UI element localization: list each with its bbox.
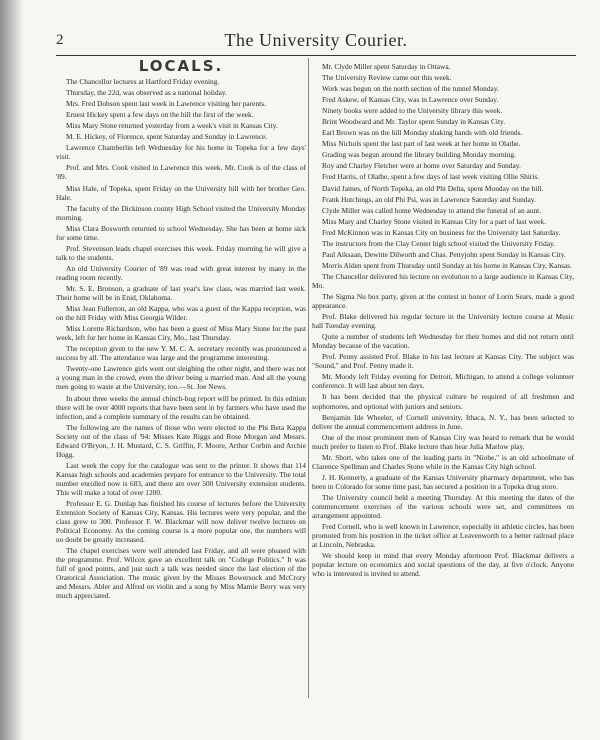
- right-column-paragraphs: [312, 62, 574, 578]
- news-item: Mr. S. E. Bronson, a graduate of last year's law class, was married last week. Their home will be in Enid, Oklahoma.: [56, 283, 306, 303]
- news-item: The instructors from the Clay Center high school visited the University Friday.: [322, 238, 556, 248]
- news-item: Ernest Hickey spent a few days on the hill the first of the week.: [66, 110, 254, 120]
- news-item: Miss Jean Fullerton, an old Kappa, who was a guest of the Kappa reception, was on the hill Friday with Miss Georgia Wilder.: [56, 304, 306, 323]
- news-item: Ninety books were added to the University library this week.: [322, 106, 503, 116]
- news-item: Prof. Stevenson leads chapel exercises this week. Friday morning he will give a talk to the students.: [56, 243, 306, 262]
- news-item: Paul Aiksaan, Dewitte Dilworth and Chas. Pettyjohn spent Sunday in Kansas City.: [322, 249, 566, 259]
- news-item: Miss Clara Bosworth returned to school Wednesday. She has been at home sick for some time.: [56, 223, 306, 242]
- news-item: It has been decided that the physical culture be required of all freshmen and sophomores, and optional with juniors and seniors.: [312, 392, 574, 411]
- left-column-paragraphs: [56, 77, 306, 600]
- news-item: Mr. Clyde Miller spent Saturday in Ottawa.: [322, 62, 451, 71]
- news-item: Fred Askew, of Kansas City, was in Lawrence over Sunday.: [322, 95, 499, 105]
- news-item: M. E. Hickey, of Florence, spent Saturday and Sunday in Lawrence.: [66, 132, 268, 142]
- news-item: Prof. Blake delivered his regular lecture in the University lecture course at Music hall Tuesday evening.: [312, 312, 574, 331]
- news-item: One of the most prominent men of Kansas City was heard to remark that he would much prefer to listen to Prof. Blake lecture than hear Julia Marlow play.: [312, 432, 574, 451]
- news-item: Frank Hutchings, an old Phi Psi, was in Lawrence Saturday and Sunday.: [322, 194, 536, 204]
- news-item: Mr. Moody left Friday evening for Detroit, Michigan, to attend a college volunteer conference. It will last about ten days.: [312, 372, 574, 391]
- news-item: J. H. Kennerly, a graduate of the Kansas University pharmacy department, who has been in Colorado for some time past, has secured a position in a Topeka drug store.: [312, 472, 574, 491]
- news-item: Earl Brown was on the hill Monday shaking hands with old friends.: [322, 128, 523, 138]
- news-item: The Chancellor delivered his lecture on evolution to a large audience in Kansas City, Mo.: [312, 271, 574, 290]
- news-item: Miss Hale, of Topeka, spent Friday on the University hill with her brother Geo. Hale.: [56, 183, 306, 202]
- news-item: Miss Lorette Richardson, who has been a guest of Miss Mary Stone for the past week, left for her home in Kansas City, Mo., last Thursday.: [56, 324, 306, 343]
- masthead-title: The University Courier.: [224, 30, 408, 50]
- news-item: Prof. Penny assisted Prof. Blake in his last lecture at Kansas City. The subject was "Sound," and Prof. Penny made it.: [312, 352, 574, 371]
- news-item: Fred McKinnon was in Kansas City on business for the University last Saturday.: [322, 227, 561, 237]
- news-item: Work was begun on the north section of the tunnel Monday.: [322, 84, 499, 94]
- news-item: Twenty-one Lawrence girls went out sleighing the other night, and there was not a young man in the crowd, even the driver being a married man. And all the young men going to waste at the University, too.—St. Joe News.: [56, 364, 306, 392]
- page-header: [56, 30, 576, 52]
- section-title: LOCALS.: [138, 57, 224, 75]
- news-item: Clyde Miller was called home Wednesday to attend the funeral of an aunt.: [322, 205, 542, 215]
- news-item: Professor E. G. Dunlap has finished his course of lectures before the University Extension Society of Kansas City, Kansas. His lectures were very popular, and the class grew to 300. Professor F. W. Blackmar will now deliver twelve lectures on Political Economy. As the coming course is a more popular one, the numbers will no doubt be greatly increased.: [56, 499, 306, 545]
- right-column: [312, 62, 574, 580]
- news-item: Mr. Short, who takes one of the leading parts in "Niobe," is an old schoolmate of Clarence Spellman and Charles Stone while in the Kansas City high school.: [312, 452, 574, 471]
- left-column: [56, 57, 306, 603]
- news-item: Lawrence Chamberlin left Wednesday for his home in Topeka for a few days' visit.: [56, 143, 306, 162]
- news-item: The faculty of the Dickinson county High School visited the University Monday morning.: [56, 203, 306, 222]
- news-item: In about three weeks the annual chinch-bug report will be printed. In this edition there will be over 4000 reports that have been sent in by farmers who have used the infection, and a complete summary of the results can be obtained.: [56, 393, 306, 421]
- column-divider: [308, 58, 309, 698]
- page-number: 2: [56, 32, 64, 48]
- news-item: Mrs. Fred Dobson spent last week in Lawrence visiting her parents.: [66, 99, 266, 109]
- news-item: Miss Mary and Charley Stone visited in Kansas City for a part of last week.: [322, 216, 546, 226]
- news-item: We should keep in mind that every Monday afternoon Prof. Blackmar delivers a popular lecture on economics and social questions of the day, at five o'clock. Anyone who is interested is invited to attend.: [312, 551, 574, 579]
- news-item: Miss Mary Stone returned yesterday from a week's visit in Kansas City.: [66, 121, 278, 131]
- news-item: Brint Woodward and Mr. Taylor spent Sunday in Kansas City.: [322, 117, 506, 127]
- news-item: Thursday, the 22d, was observed as a national holiday.: [66, 88, 227, 98]
- news-item: Grading was begun around the library building Monday morning.: [322, 150, 516, 160]
- news-item: Morris Alden spent from Thursday until Sunday at his home in Kansas City, Kansas.: [322, 260, 573, 270]
- news-item: Last week the copy for the catalogue was sent to the printer. It shows that 114 Kansas high schools and academies prepare for entrance to the University. The total number enrolled now is 683, and there are over 500 University extension students. This will make a total of over 1200.: [56, 460, 306, 497]
- news-item: Roy and Charley Fletcher were at home over Saturday and Sunday.: [322, 161, 521, 171]
- news-item: Miss Nichols spent the last part of last week at her home in Olathe.: [322, 139, 521, 149]
- news-item: The chapel exercises were well attended last Friday, and all were pleased with the programme. Prof. Wilcox gave an excellent talk on "College Politics." It was full of good points, and just such a talk was needed since the last election of the Oratorical Association. The music given by the Misses Bowersock and McCrory and Messrs. Abler and Alfred on violin and a song by Miss Mamie Berry was very much appreciated.: [56, 546, 306, 601]
- news-item: Fred Cornell, who is well known in Lawrence, especially in athletic circles, has been promoted from his position in the ticket office at Leavenworth to a better railroad place at Lincoln, Nebraska.: [312, 522, 574, 550]
- news-item: Benjamin Ide Wheeler, of Cornell university, Ithaca, N. Y., has been selected to deliver the annual commencement address in June.: [312, 412, 574, 431]
- page-binding-shadow: [0, 0, 24, 740]
- news-item: The reception given to the new Y. M. C. A. secretary recently was pronounced a success by all. The attendance was large and the programme interesting.: [56, 344, 306, 363]
- header-rule: [56, 55, 576, 56]
- news-item: The University council held a meeting Thursday. At this meeting the dates of the commencement exercises of the various schools were set, and committees on arrangement appointed.: [312, 492, 574, 521]
- news-item: An old University Courier of '89 was read with great interest by many in the reading room recently.: [56, 263, 306, 282]
- news-item: Fred Harris, of Olathe, spent a few days of last week visiting Ollie Shiris.: [322, 172, 540, 182]
- news-item: The following are the names of those who were elected to the Phi Beta Kappa Society out of the class of '94: Misses Kate Riggs and Rose Morgan and Messrs. Edward O'Bryon, J. H. Mustard, C. S. Griffin, F. Moore, Arthur Corbin and Archie Hogg.: [56, 422, 306, 459]
- news-item: Quite a number of students left Wednesday for their homes and did not return until Monday because of the vacation.: [312, 332, 574, 351]
- news-item: Prof. and Mrs. Cook visited in Lawrence this week. Mr. Cook is of the class of '89.: [56, 163, 306, 182]
- news-item: The University Review came out this week.: [322, 73, 452, 83]
- news-item: The Sigma Nu box party, given at the contest in honor of Lorin Sears, made a good appearance.: [312, 291, 574, 311]
- news-item: David James, of North Topeka, an old Phi Delta, spent Monday on the hill.: [322, 183, 544, 193]
- news-item: The Chancellor lectures at Hartford Friday evening.: [66, 77, 220, 87]
